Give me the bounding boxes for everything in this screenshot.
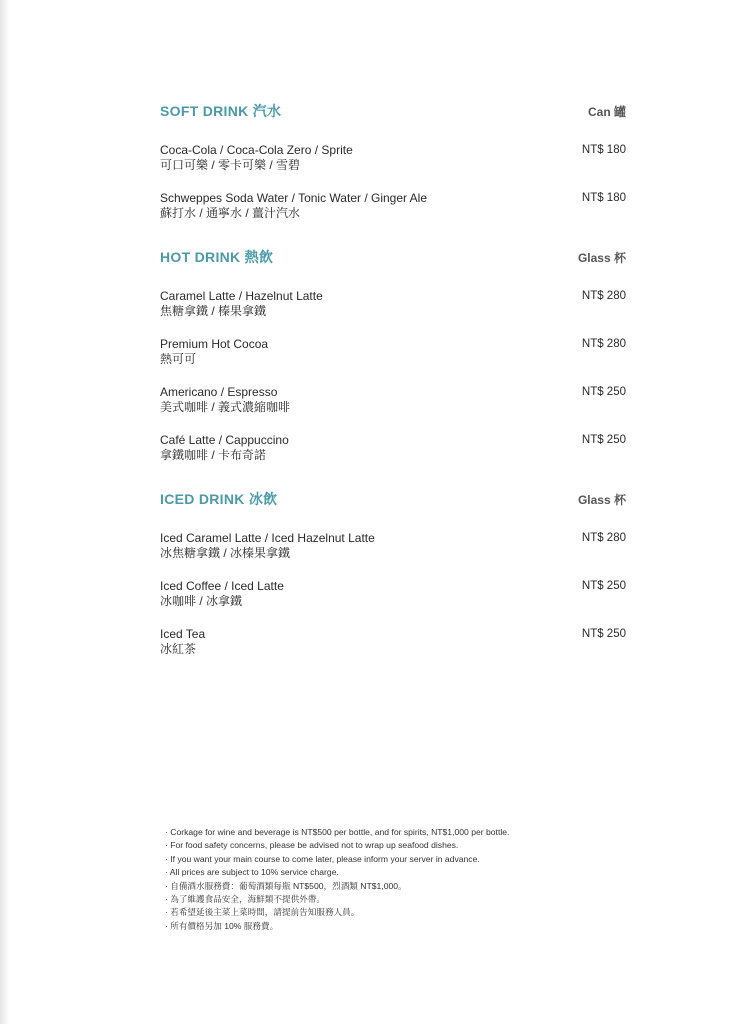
footnotes bbox=[165, 826, 585, 933]
item-name-en: Iced Coffee / Iced Latte bbox=[160, 579, 284, 593]
section-title: HOT DRINK 熱飲 bbox=[160, 249, 274, 265]
item-price: NT$ 280 bbox=[581, 290, 626, 302]
menu-item bbox=[160, 289, 626, 319]
item-name-en: Café Latte / Cappuccino bbox=[160, 433, 289, 447]
menu-item bbox=[160, 579, 626, 609]
item-name-zh: 可口可樂 / 零卡可樂 / 雪碧 bbox=[160, 158, 301, 172]
item-name-en: Premium Hot Cocoa bbox=[160, 337, 269, 351]
footnote: · For food safety concerns, please be advised not to wrap up seafood dishes. bbox=[165, 840, 459, 851]
menu-item bbox=[160, 531, 626, 561]
item-name-zh: 美式咖啡 / 義式濃縮咖啡 bbox=[160, 400, 291, 414]
section-header bbox=[160, 247, 626, 267]
item-price: NT$ 250 bbox=[581, 580, 626, 592]
item-name-en: Caramel Latte / Hazelnut Latte bbox=[160, 289, 323, 303]
item-name-en: Schweppes Soda Water / Tonic Water / Ginger Ale bbox=[160, 191, 428, 205]
menu-item bbox=[160, 143, 626, 173]
footnote: · If you want your main course to come later, please inform your server in advance. bbox=[165, 853, 480, 864]
menu-item bbox=[160, 385, 626, 415]
item-name-en: Americano / Espresso bbox=[160, 385, 278, 399]
item-price: NT$ 180 bbox=[581, 144, 626, 156]
footnote: · 所有價格另加 10% 服務費。 bbox=[165, 920, 279, 931]
item-name-en: Iced Tea bbox=[160, 627, 206, 641]
item-name-zh: 熱可可 bbox=[160, 352, 197, 366]
item-name-en: Iced Caramel Latte / Iced Hazelnut Latte bbox=[160, 531, 375, 545]
section-header bbox=[160, 489, 626, 509]
footnote: · Corkage for wine and beverage is NT$500 per bottle, and for spirits, NT$1,000 per bottle. bbox=[165, 827, 510, 837]
item-name-zh: 冰紅茶 bbox=[160, 642, 197, 656]
section-unit: Can 罐 bbox=[587, 105, 626, 119]
menu-item bbox=[160, 337, 626, 367]
item-price: NT$ 250 bbox=[581, 386, 626, 398]
item-price: NT$ 280 bbox=[581, 338, 626, 350]
section-hot-drink bbox=[160, 247, 626, 463]
section-unit: Glass 杯 bbox=[577, 251, 626, 265]
footnote: · All prices are subject to 10% service charge. bbox=[165, 867, 339, 878]
section-unit: Glass 杯 bbox=[577, 493, 626, 507]
menu-item bbox=[160, 433, 626, 463]
item-price: NT$ 180 bbox=[581, 192, 626, 204]
menu-item bbox=[160, 191, 626, 221]
section-title: SOFT DRINK 汽水 bbox=[160, 103, 282, 119]
section-soft-drink bbox=[160, 101, 626, 221]
section-title: ICED DRINK 冰飲 bbox=[160, 491, 278, 507]
item-price: NT$ 250 bbox=[581, 434, 626, 446]
item-price: NT$ 250 bbox=[581, 628, 626, 640]
item-name-zh: 焦糖拿鐵 / 榛果拿鐵 bbox=[160, 304, 267, 318]
item-name-zh: 蘇打水 / 通寧水 / 薑汁汽水 bbox=[160, 206, 301, 220]
footnote: · 自備酒水服務費：葡萄酒類每瓶 NT$500，烈酒類 NT$1,000。 bbox=[165, 880, 407, 891]
menu-item bbox=[160, 627, 626, 657]
item-name-zh: 拿鐵咖啡 / 卡布奇諾 bbox=[160, 448, 267, 462]
footnote: · 為了維護食品安全，海鮮類不提供外帶。 bbox=[165, 894, 325, 905]
section-iced-drink bbox=[160, 489, 626, 657]
item-price: NT$ 280 bbox=[581, 532, 626, 544]
section-header bbox=[160, 101, 626, 121]
item-name-zh: 冰咖啡 / 冰拿鐵 bbox=[160, 594, 243, 608]
page-edge bbox=[0, 0, 10, 1024]
footnote: · 若希望延後主菜上菜時間，請提前告知服務人員。 bbox=[165, 907, 360, 918]
item-name-en: Coca-Cola / Coca-Cola Zero / Sprite bbox=[160, 143, 353, 157]
item-name-zh: 冰焦糖拿鐵 / 冰榛果拿鐵 bbox=[160, 546, 291, 560]
